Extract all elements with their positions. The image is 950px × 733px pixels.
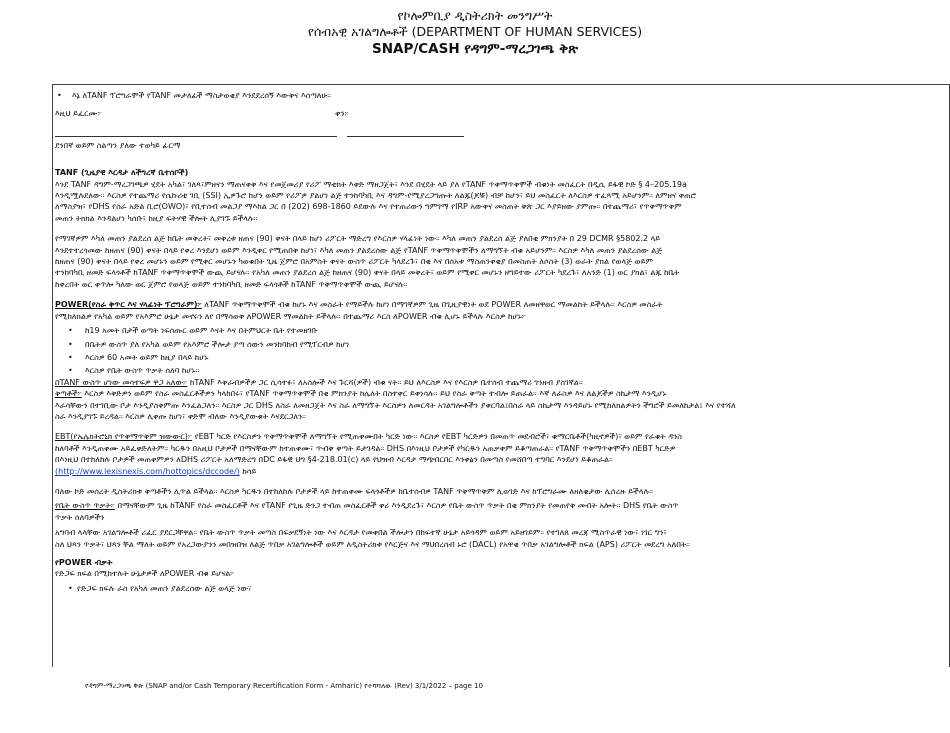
tanf-heading: TANF (ጊዜያዊ እርዳታ ለችግረኛ ቤተሰቦች) [55, 168, 189, 178]
power-text: ለTANF ጥቅማጥቅሞች ብቁ ከሆኑ እና መስራት የማይችሉ ከሆነ በማገኛዎም ጊዜ በጊዚያዊነት ወደ POWER ለመዘዋወር ማመልከት ይችላሉ። እርስዎ መስራት [201, 300, 663, 310]
signature-row [55, 108, 943, 119]
ebt-line: በእነዚህ በተከለከሉ ቦታዎች መጠቀምዎን ለDHS ሪፖርት አለማድረግ በDC ይፋዊ ህግ §4-218.01(c) ላይ የህዝብ እርዳታ ማጭበርበር እንቀፅን በመጣስ የመሸበጣ ተግባር እንደሆነ ይቆጠራል። [55, 455, 613, 465]
power-para-line: የሚከለክልዎ የአካል ወይም የአእምሮ ሁኔታ መኖሩን ለየ በማሳወቅ ለPOWER ማመልከት ይችላሉ። በተጨማሪ እርስ ለPOWER ብቁ ሊሆኑ ይችላሉ እርስዎ ከሆኑ፦ [55, 311, 526, 321]
power-list [55, 325, 943, 377]
power-list-item: • እርስዎ የቤት ውስጥ ጥቃት ሰለባ ከሆኑ። [55, 365, 943, 376]
penalty-line: እራሳቸውን በተገቢው ቦታ እንዲያስቀምጡ እንፈልጋለን። እርስዎ ጋር DHS ለስራ ለመዘጋጀት እና ስራ ለማግኘት እርስዎን ለመርዳት አገልግሎቶችን ያቀርባል፤በስራ ላይ ስኬታማ እንዳይሆኑ የሚከለክልዎትን ችግሮች ይመለከታል፤ እና የተሻለ [55, 400, 736, 410]
tanf-para2-line: ከቀረበት ወር ቀጥሎ ካለው ወር ጀምሮ የወላጅ ወይም ተንከባካቢ ዘመድ ፍላጎቶች ከTANF ጥቅማጥቅሞች ውጪ ይሆናሉ። [55, 279, 408, 289]
ebt-line: ከለባቶች እንዲጠቀሙ አይፈቀድለትም። ካርዱን በአዚህ ቦታዎች በማናቸውም ከተጠቀሙ፣ ጥብቅ ቅጣት ይታገዳል። DHS በእነዚህ ቦታዎች የካርዱን አጠቃቀም ይቆጣጠራል። የTANF ጥቅማጥቅሞችን በEBT ካርድዎ [55, 443, 676, 453]
tanf-para1-line: ለማስያዝ፣ የDHS የስራ አድል ቢሮ(OWO)፣ የቢተሰብ መልጋያ ማእከል ጋር በ (202) 698-1860 ይደውሉ እና የተጠሪውን ግምገማ የIRP አውቅና መስጠት ቅጽ ጋር እያይዘው ያምጡ። በተጨማሪ፣ የጥቅማጥቅም [55, 202, 682, 212]
department-name: የሰብአዊ አገልግሎቶች (DEPARTMENT OF HUMAN SERVICES) [307, 24, 643, 39]
ack-bullet: • እኔ ለTANF ፕሮግራሞች የTANF መታለፊች ማስታወቂያ እንደደረሰኝ እውቅና እሰጣለሁ። [55, 90, 943, 101]
page-footer: የዳግም-ማረጋገጫ ቅጽ (SNAP and/or Cash Temporary Recertification Form - Amharic) የተሻሻለው (Rev) 3/1/2022 – page 10 [85, 682, 483, 690]
ebt-text: የEBT ካርድ የእርስዎን ጥቅማጥቅሞች ለማግኘት የሚጠቀሙበት ካርድ ነው። እርስዎ የEBT ካርድዎን በመጠጥ መደብሮች፣ ቁማርቤቶች(ካዚኖዎች)፣ ወይም የራቁት ዳንስ [192, 432, 682, 442]
penalty-underlined: ቅጣቶች፦ [55, 389, 82, 399]
power-list-item: • ከ19 አመት በታች ወጣት ነፍሰጡር ወይም እናት እና በትምህርት ቤት የተመዘገቡ [55, 325, 943, 336]
penalty-line [55, 388, 943, 399]
dv-text: በማናቸውም ጊዜ ከTANF የስራ መስፈርቶች እና የTANF የጊዜ ድንጋ ተብጠ መስፈርቶች ቀሪ እንዲደረጉ፣ እርስዎ የቤት ውስጥ ጥቃት በቂ ምክንያት የመጠየቅ መብት አሎት። DHS የቤት ውስጥ [114, 501, 679, 511]
signature-label: እዚህ ይፈርሙ፦ [55, 109, 102, 119]
notice-underlined: በTANF ውስጥ ሆነው መሳተፍዎ ዋጋ አለው፦ [55, 377, 188, 387]
tanf-para1-line: እንደ TANF ዳግም-ማረጋገጫዎ ሂደት አካል፣ ገለጻ፣ምዘናን ማጠናቀቅ እና የመጀመሪያ የሪፖ ማቲክት እቅድ ማዘጋጀት፣ እንደ በሂደት ላይ ያለ የTANF ጥቅማጥቅሞች ብቁነት መስፈርት በዲሲ ይፋዊ ኮድ § 4–205.19a [55, 179, 687, 189]
ebt-heading: EBT(የኤሌክትሮኒክ የጥቅማጥቅም ዝውውር)፦ [55, 432, 193, 442]
misc-line: ባለው ኮድ መሰረት ዲስትሪክቱ ቅጣቶችን ሊጥል ይችላል። እርስዎ ካርዱን በተከለከሉ ቦታዎች ላይ ከተጠቀሙ ፍላጎቶችዎ ከቤተሰብዎ TANF ጥቅማጥቅም ሊወገድ እና ከፕሮግራሙ ለዘለቄታው ሊሰረዙ ይችላሉ። [55, 486, 653, 496]
tanf-para1-line: እንዲሟሉደለው። እርስዎ የተጨማሪ የሴኩሪቲ ገቢ (SSI) ኢዎጉሮ ከሆን ወይም የሪፖዎ ያልሆነ ልጅ ተንከባካቢ እና ዳግም-የሚያረጋግጡት ለልጁ(ጆቹ) ብቻ ከሆን፣ ይህ መስፈርት ለእርስዎ ተፈጻሚ አይሆንም። ለምዘና ቀጠሮ [55, 191, 696, 201]
date-line[interactable] [347, 136, 464, 137]
tanf-para2-line: ተንከባካቢ ዘመድ ፍላጎቶች ከTANF ጥቅማጥቅሞች ውጪ ይሆናሉ። የአካለ መጠን ያልደረሰ ልጅ ከዘጠና (90) ቀናት በላይ መቅረት፣ ወይም የሚቀር መሆኑን ዘግይተው ሪፖርት ካደረጉ፣ ለአንድ (1) ወር ያክል፣ ልጁ ከቤት [55, 268, 680, 278]
power-eligibility-intro: የድጋፍ ክፍል በሚከተሉት ሁኔታዎች ለPOWER ብቁ ይሆናል፦ [55, 569, 235, 579]
date-label: ቀን፦ [335, 109, 349, 119]
tanf-para2 [55, 233, 943, 290]
notice-line [55, 377, 943, 388]
ebt-link-line [55, 466, 943, 477]
power-eligibility-item: • የድጋፍ ክፍሉ ራስ የአካለ መጠን ያልደረሰው ልጅ ወላጅ ነው፣ [55, 583, 943, 594]
notice-text: ከTANF እቅራብዎችዎ ጋር ሲሳተፉ፣ ለአስሎች እና ጉርሻ(ዎች) ብቁ ናት። ይህ ለእርስዎ እና የእርስዎ ቤተሰብ ተጨማሪ ገንዘብ ያስገኛል። [187, 377, 583, 387]
power-list-item: • በቤትዎ ውስጥ ያለ የአካል ወይም የአእምሮ ችሎታ ያጣ ሰውን መንከባከብ የሚፕርብዎ ከሆነ [55, 339, 943, 350]
penalty-text: እርስዎ እቅድዎን ወይም የስራ መስፈርቶችዎን ካላከበሩ፣ የTANF ጥቅማጥቅሞች በቂ ምክንያት ከሌለት በስተቀር ይቀነሳሉ። ይህ የስራ ቅጣት ተብሎ ይጠራል። እኛ ለራስዎ እና ለልጆችዎ ስኬታማ እንዲሆኑ [81, 389, 667, 399]
tanf-para2-line: የማገኛዎም እካለ መጠን ያልደረሰ ልጅ ከቤት መቅረት፣ መቅረቱ ዘጠና (90) ቀናት በላይ ከሆነ ሪፖርት ማድረግ የእርስዎ ሃላፊነት ነው። እካለ መጠን ያልደረሰ ልጅ ያለበቂ ምክንያት በ 29 DCMR §5802.2 ላይ [55, 234, 661, 244]
form-content [55, 88, 943, 594]
signature-lines [55, 136, 943, 137]
dv-referral-line: አግባብ ላላቸው አገልግሎቶች ሪፈር ያደርጋቸዋል። የቤት ውስጥ ጥቃት መጣስ በፍቃደኝነት ነው እና እርዳታ የመቀበል ችሎታን በከፍተኛ ሁኔታ አይጎዳም ወይም አይዘገይም። የተገለጸ መረጃ ሚስጥራዊ ነው፣ ነገር ግን፣ [55, 528, 667, 538]
power-eligibility-heading: የPOWER ብቃት [55, 558, 113, 567]
ebt-line [55, 431, 943, 442]
government-name: የኮሎምቢያ ዲስትሪክት መንግሥት [397, 8, 553, 23]
document-header [0, 8, 950, 58]
dc-code-link[interactable]: (http://www.lexisnexis.com/hottopics/dccode/) [55, 466, 240, 476]
form-title: SNAP/CASH የዳግም-ማረጋገጫ ቅጽ [371, 41, 579, 57]
tanf-para1-line: መጠን ትክክል እንዳልሆነ ካሰቡ፣ ከዚያ ፍትሃዊ ችሎት ሊያገኙ ይችላሉ። [55, 213, 258, 223]
power-para [55, 299, 943, 310]
dv-line [55, 500, 943, 511]
power-list-item: • እርስዎ 60 አመት ወይም ከዚያ በላይ ከሆኑ [55, 352, 943, 363]
penalty-line: ስራ እንዲያገኙ ይረዳል። እርስዎ ሊቀጡ ከሆነ፣ ቀድሞ ብለው እንዲያውቁት እናደርጋለን። [55, 411, 306, 421]
ebt-after-link: ከሳይ [239, 466, 257, 476]
signature-caption: ደንበኛ ወይም ስልጣን ያለው ተወካይ ፊርማ [55, 140, 181, 150]
power-heading: POWER(የስራ ቅጥር እና ሃላፊነት ፕሮግራም)፦ [55, 300, 202, 310]
signature-line[interactable] [55, 136, 337, 137]
tanf-para2-line: እንደተተረጎመው ከዘጠና (90) ቀናት በላይ የቀረ እንደሆነ ወይም እንዲቀር የሚጠበቅ ከሆነ፣ እካለ መጠን ያልደረሰው ልጅ የTANF ጥቅማጥቅሞችን ለማግኘት ብቁ አይሆንም። እርስዎ እካለ መጠን ያልደረሰው ልጅ [55, 245, 663, 255]
dv-referral-line: ስለ ህጻን ጥቃት፣ ህጻን ቸል ማለት ወይም የአረጋውያንን መበዝበዝ ለልጅ ጥበቃ አገልግሎቶች ወይም ለዲስትሪክቱ የእርጅና እና ማህበረሰብ ኑሮ (DACL) የአዋቂ ጥበቃ አገልግሎቶች ክፍል (APS) ሪፖርት መደረግ አለበት። [55, 539, 691, 549]
tanf-para2-line: ከዘጠና (90) ቀናት በላይ የቀረ መሆኑን ወይም የሚቀር መሆኑን ካወቁበት ጊዜ ጀምሮ በአምስት ቀናት ውስጥ ሪፖርት ካላደረጉ፣ በቂ እና በሰአቱ ማስጠንቀቂያ በመስጠት ለሶስት (3) ወራት ያክል የወላጅ ወይም [55, 257, 653, 267]
dv-heading: የቤት ውስጥ ጥቃት፦ [55, 501, 115, 511]
dv-line-end: ጥቃት ሰለባዎችን [55, 512, 105, 522]
